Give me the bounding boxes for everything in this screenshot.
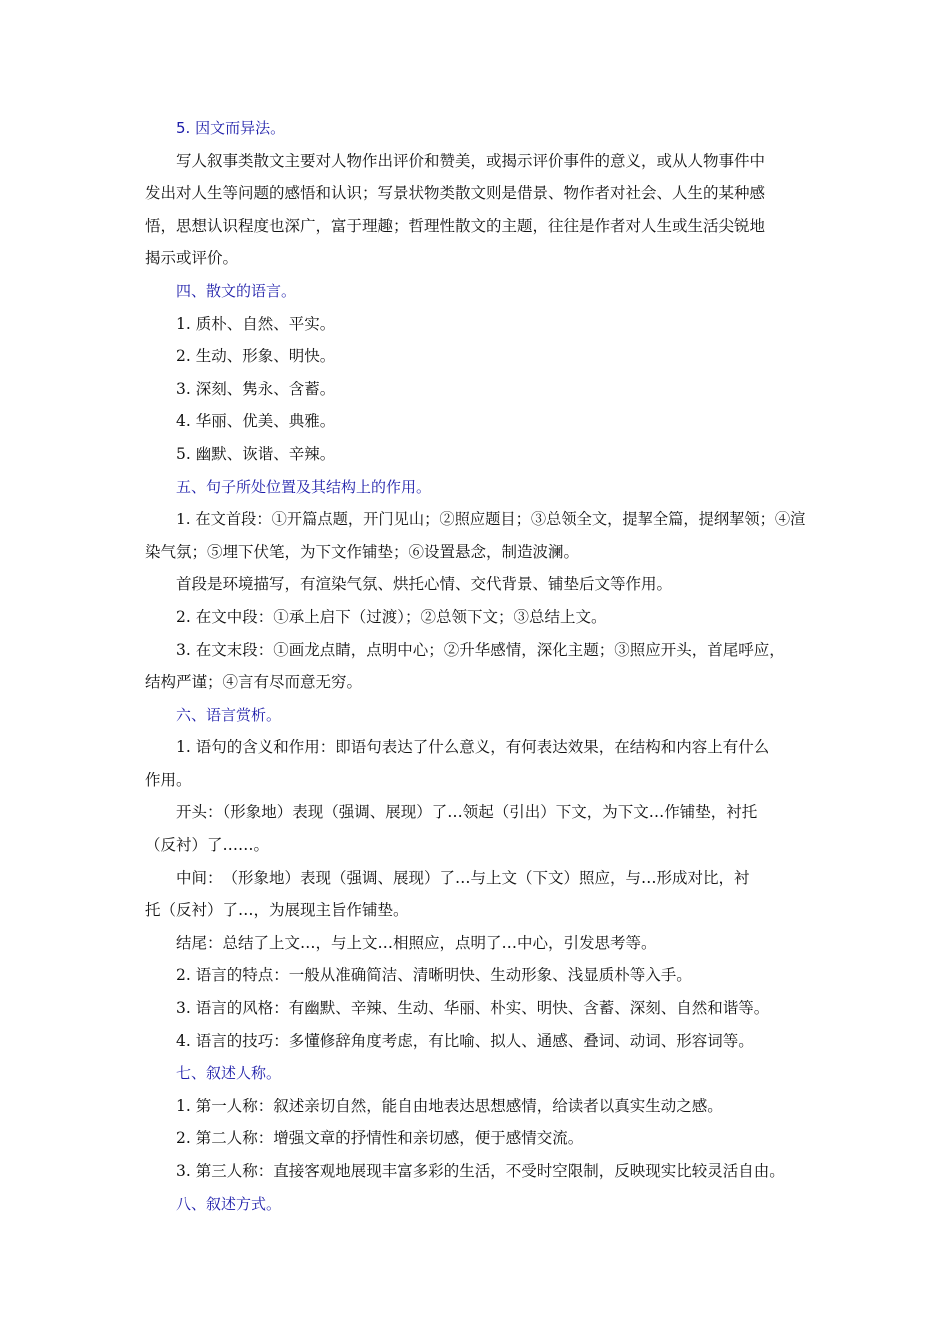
- paragraph-line: 揭示或评价。: [145, 249, 239, 268]
- list-item: 2. 生动、形象、明快。: [176, 347, 336, 366]
- list-item: 1. 第一人称：叙述亲切自然，能自由地表达思想感情，给读者以真实生动之感。: [176, 1096, 723, 1115]
- list-item: 3. 第三人称：直接客观地展现丰富多彩的生活，不受时空限制，反映现实比较灵活自由。: [176, 1162, 785, 1180]
- paragraph-line: 写人叙事类散文主要对人物作出评价和赞美，或揭示评价事件的意义，或从人物事件中: [176, 151, 766, 170]
- list-item: 3. 深刻、隽永、含蓄。: [176, 379, 336, 398]
- list-item: 4. 华丽、优美、典雅。: [176, 412, 336, 431]
- paragraph-line: （反衬）了……。: [145, 836, 270, 855]
- paragraph-line: 托（反衬）了…，为展现主旨作铺垫。: [145, 901, 409, 920]
- paragraph-line: 作用。: [145, 770, 192, 789]
- paragraph-line: 1. 语句的含义和作用：即语句表达了什么意义，有何表达效果，在结构和内容上有什么: [176, 738, 770, 757]
- paragraph-line: 发出对人生等问题的感悟和认识；写景状物类散文则是借景、物作者对社会、人生的某种感: [145, 184, 766, 203]
- paragraph-line: 2. 语言的特点：一般从准确简洁、清晰明快、生动形象、浅显质朴等入手。: [176, 966, 692, 985]
- section-heading: 六、语言赏析。: [176, 705, 282, 724]
- list-item: 1. 质朴、自然、平实。: [176, 314, 336, 333]
- paragraph-line: 3. 语言的风格：有幽默、辛辣、生动、华丽、朴实、明快、含蓄、深刻、自然和谐等。: [176, 999, 770, 1018]
- paragraph-line: 结构严谨；④言有尽而意无穷。: [145, 673, 363, 692]
- section-heading: 七、叙述人称。: [176, 1064, 282, 1083]
- paragraph-line: 3. 在文末段：①画龙点睛，点明中心；②升华感情，深化主题；③照应开头，首尾呼应，: [176, 640, 785, 659]
- section-heading: 五、句子所处位置及其结构上的作用。: [176, 477, 432, 496]
- paragraph-line: 结尾：总结了上文…，与上文…相照应，点明了…中心，引发思考等。: [176, 933, 657, 952]
- paragraph-line: 染气氛；⑤埋下伏笔，为下文作铺垫；⑥设置悬念，制造波澜。: [145, 542, 580, 561]
- paragraph-line: 4. 语言的技巧：多懂修辞角度考虑，有比喻、拟人、通感、叠词、动词、形容词等。: [176, 1031, 754, 1050]
- paragraph-line: 2. 在文中段：①承上启下（过渡）；②总领下文；③总结上文。: [176, 607, 607, 626]
- list-item: 5. 幽默、诙谐、辛辣。: [176, 444, 336, 463]
- section-heading: 四、散文的语言。: [176, 281, 297, 300]
- section-heading: 5. 因文而异法。: [176, 119, 286, 137]
- paragraph-line: 开头：（形象地）表现（强调、展现）了…领起（引出）下文，为下文…作铺垫，衬托: [176, 803, 758, 822]
- paragraph-line: 1. 在文首段：①开篇点题，开门见山；②照应题目；③总领全文，提挈全篇，提纲挈领；④渲: [176, 510, 806, 529]
- paragraph-line: 首段是环境描写，有渲染气氛、烘托心情、交代背景、铺垫后文等作用。: [176, 575, 673, 594]
- paragraph-line: 悟，思想认识程度也深广，富于理趣；哲理性散文的主题，往往是作者对人生或生活尖锐地: [145, 216, 766, 235]
- paragraph-line: 中间： （形象地）表现（强调、展现）了…与上文（下文）照应，与…形成对比，衬: [176, 868, 750, 887]
- document-body: [145, 112, 810, 1220]
- list-item: 2. 第二人称：增强文章的抒情性和亲切感，便于感情交流。: [176, 1129, 584, 1148]
- section-heading: 八、叙述方式。: [176, 1194, 282, 1213]
